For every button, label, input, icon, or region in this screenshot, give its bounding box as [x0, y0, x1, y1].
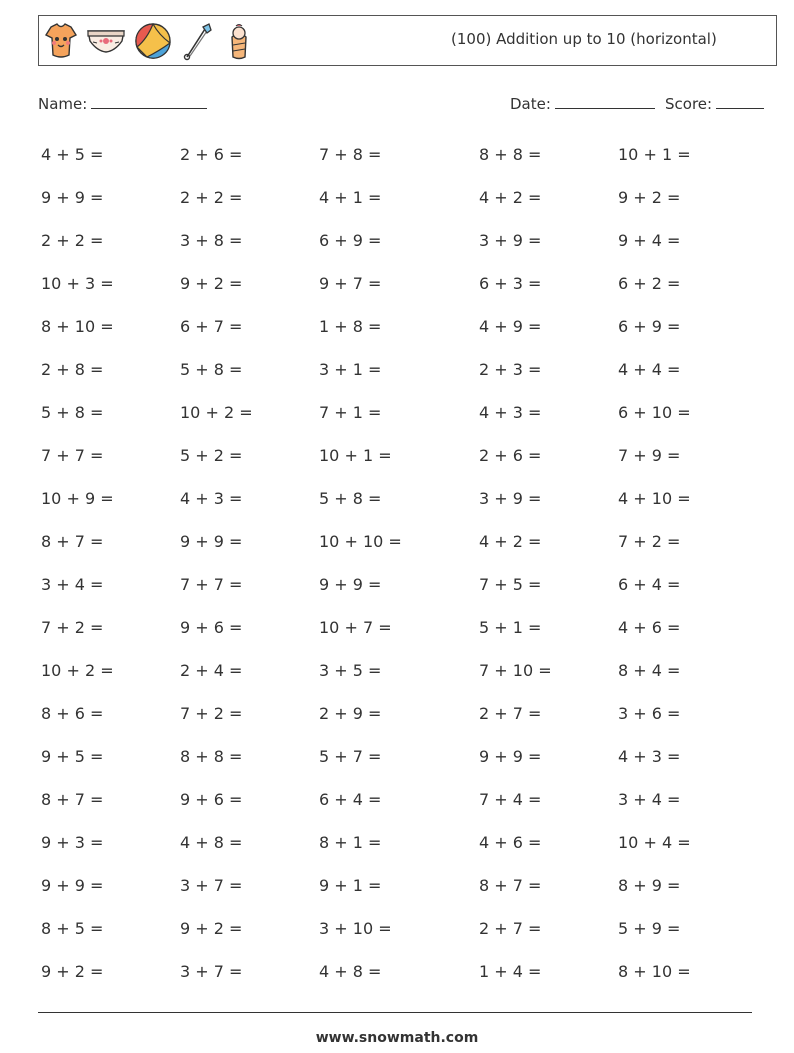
problem-item: 2 + 2 = [41, 231, 104, 250]
problem-item: 9 + 4 = [618, 231, 681, 250]
problem-item: 7 + 7 = [180, 575, 243, 594]
problem-item: 9 + 9 = [479, 747, 542, 766]
problem-item: 9 + 9 = [180, 532, 243, 551]
problem-item: 9 + 2 = [180, 274, 243, 293]
problem-item: 2 + 7 = [479, 704, 542, 723]
problem-item: 6 + 4 = [618, 575, 681, 594]
problem-item: 7 + 2 = [41, 618, 104, 637]
worksheet-title: (100) Addition up to 10 (horizontal) [451, 30, 717, 48]
problem-item: 2 + 6 = [180, 145, 243, 164]
problem-item: 7 + 9 = [618, 446, 681, 465]
name-blank[interactable] [91, 94, 207, 109]
problem-item: 8 + 1 = [319, 833, 382, 852]
problem-item: 3 + 4 = [41, 575, 104, 594]
problem-item: 9 + 7 = [319, 274, 382, 293]
problem-item: 9 + 2 = [41, 962, 104, 981]
problem-item: 8 + 5 = [41, 919, 104, 938]
problem-item: 2 + 8 = [41, 360, 104, 379]
beach-ball-icon [133, 21, 173, 61]
problem-item: 9 + 9 = [41, 188, 104, 207]
problem-item: 10 + 2 = [180, 403, 253, 422]
problem-item: 7 + 7 = [41, 446, 104, 465]
problem-item: 5 + 9 = [618, 919, 681, 938]
baby-bodysuit-icon [43, 21, 79, 61]
problem-item: 7 + 8 = [319, 145, 382, 164]
problem-item: 3 + 4 = [618, 790, 681, 809]
problem-item: 3 + 9 = [479, 489, 542, 508]
problem-item: 7 + 2 = [618, 532, 681, 551]
problem-item: 2 + 4 = [180, 661, 243, 680]
problem-item: 6 + 2 = [618, 274, 681, 293]
problem-item: 2 + 3 = [479, 360, 542, 379]
problem-item: 9 + 6 = [180, 618, 243, 637]
problem-item: 10 + 7 = [319, 618, 392, 637]
problem-item: 6 + 9 = [319, 231, 382, 250]
problem-item: 5 + 8 = [319, 489, 382, 508]
problem-item: 5 + 7 = [319, 747, 382, 766]
problem-item: 4 + 8 = [180, 833, 243, 852]
problem-item: 3 + 5 = [319, 661, 382, 680]
name-label: Name: [38, 95, 88, 113]
problem-item: 3 + 9 = [479, 231, 542, 250]
problem-item: 3 + 7 = [180, 962, 243, 981]
score-field [665, 94, 764, 113]
diaper-icon [85, 21, 127, 61]
problem-item: 8 + 7 = [479, 876, 542, 895]
problem-item: 10 + 4 = [618, 833, 691, 852]
problem-item: 6 + 9 = [618, 317, 681, 336]
problem-item: 8 + 8 = [180, 747, 243, 766]
problem-item: 4 + 3 = [180, 489, 243, 508]
problem-item: 4 + 2 = [479, 532, 542, 551]
problem-item: 3 + 7 = [180, 876, 243, 895]
problem-item: 4 + 6 = [618, 618, 681, 637]
problem-item: 2 + 6 = [479, 446, 542, 465]
problem-item: 7 + 5 = [479, 575, 542, 594]
score-blank[interactable] [716, 94, 764, 109]
problem-item: 6 + 4 = [319, 790, 382, 809]
problem-item: 1 + 8 = [319, 317, 382, 336]
problem-item: 6 + 10 = [618, 403, 691, 422]
problem-item: 3 + 6 = [618, 704, 681, 723]
name-field [38, 94, 207, 113]
problem-item: 4 + 5 = [41, 145, 104, 164]
problem-item: 3 + 8 = [180, 231, 243, 250]
problem-item: 10 + 2 = [41, 661, 114, 680]
problem-item: 4 + 10 = [618, 489, 691, 508]
problem-item: 7 + 10 = [479, 661, 552, 680]
problem-item: 7 + 4 = [479, 790, 542, 809]
problem-item: 9 + 6 = [180, 790, 243, 809]
problem-item: 4 + 4 = [618, 360, 681, 379]
problem-item: 10 + 3 = [41, 274, 114, 293]
problem-item: 1 + 4 = [479, 962, 542, 981]
date-blank[interactable] [555, 94, 655, 109]
date-label: Date: [510, 95, 551, 113]
problem-item: 4 + 3 = [618, 747, 681, 766]
problem-item: 5 + 2 = [180, 446, 243, 465]
problem-item: 3 + 1 = [319, 360, 382, 379]
problem-item: 4 + 6 = [479, 833, 542, 852]
problem-item: 8 + 8 = [479, 145, 542, 164]
problem-item: 10 + 1 = [618, 145, 691, 164]
problem-item: 6 + 7 = [180, 317, 243, 336]
header-icons [43, 20, 257, 62]
problem-item: 9 + 5 = [41, 747, 104, 766]
problem-item: 2 + 2 = [180, 188, 243, 207]
score-label: Score: [665, 95, 713, 113]
problem-item: 9 + 3 = [41, 833, 104, 852]
problem-item: 7 + 1 = [319, 403, 382, 422]
problem-item: 8 + 7 = [41, 790, 104, 809]
problem-item: 7 + 2 = [180, 704, 243, 723]
problem-item: 8 + 7 = [41, 532, 104, 551]
problem-item: 4 + 8 = [319, 962, 382, 981]
safety-pin-icon [179, 21, 215, 61]
problem-item: 9 + 9 = [319, 575, 382, 594]
problem-item: 5 + 8 = [180, 360, 243, 379]
problem-item: 8 + 10 = [618, 962, 691, 981]
problem-item: 4 + 1 = [319, 188, 382, 207]
problem-item: 5 + 8 = [41, 403, 104, 422]
footer-divider [38, 1012, 752, 1013]
problem-item: 6 + 3 = [479, 274, 542, 293]
problem-item: 4 + 2 = [479, 188, 542, 207]
problem-item: 10 + 10 = [319, 532, 402, 551]
problem-item: 3 + 10 = [319, 919, 392, 938]
problem-item: 8 + 6 = [41, 704, 104, 723]
problem-item: 8 + 9 = [618, 876, 681, 895]
problem-item: 4 + 3 = [479, 403, 542, 422]
problem-item: 8 + 10 = [41, 317, 114, 336]
problem-item: 9 + 2 = [180, 919, 243, 938]
problem-item: 2 + 7 = [479, 919, 542, 938]
problem-item: 9 + 9 = [41, 876, 104, 895]
swaddled-baby-icon [221, 21, 257, 61]
problem-item: 5 + 1 = [479, 618, 542, 637]
date-field [510, 94, 655, 113]
problem-item: 2 + 9 = [319, 704, 382, 723]
footer-url: www.snowmath.com [315, 1030, 479, 1046]
problem-item: 9 + 2 = [618, 188, 681, 207]
problem-item: 8 + 4 = [618, 661, 681, 680]
worksheet-header [38, 15, 777, 66]
problem-item: 10 + 9 = [41, 489, 114, 508]
problem-item: 10 + 1 = [319, 446, 392, 465]
problem-item: 9 + 1 = [319, 876, 382, 895]
problem-item: 4 + 9 = [479, 317, 542, 336]
